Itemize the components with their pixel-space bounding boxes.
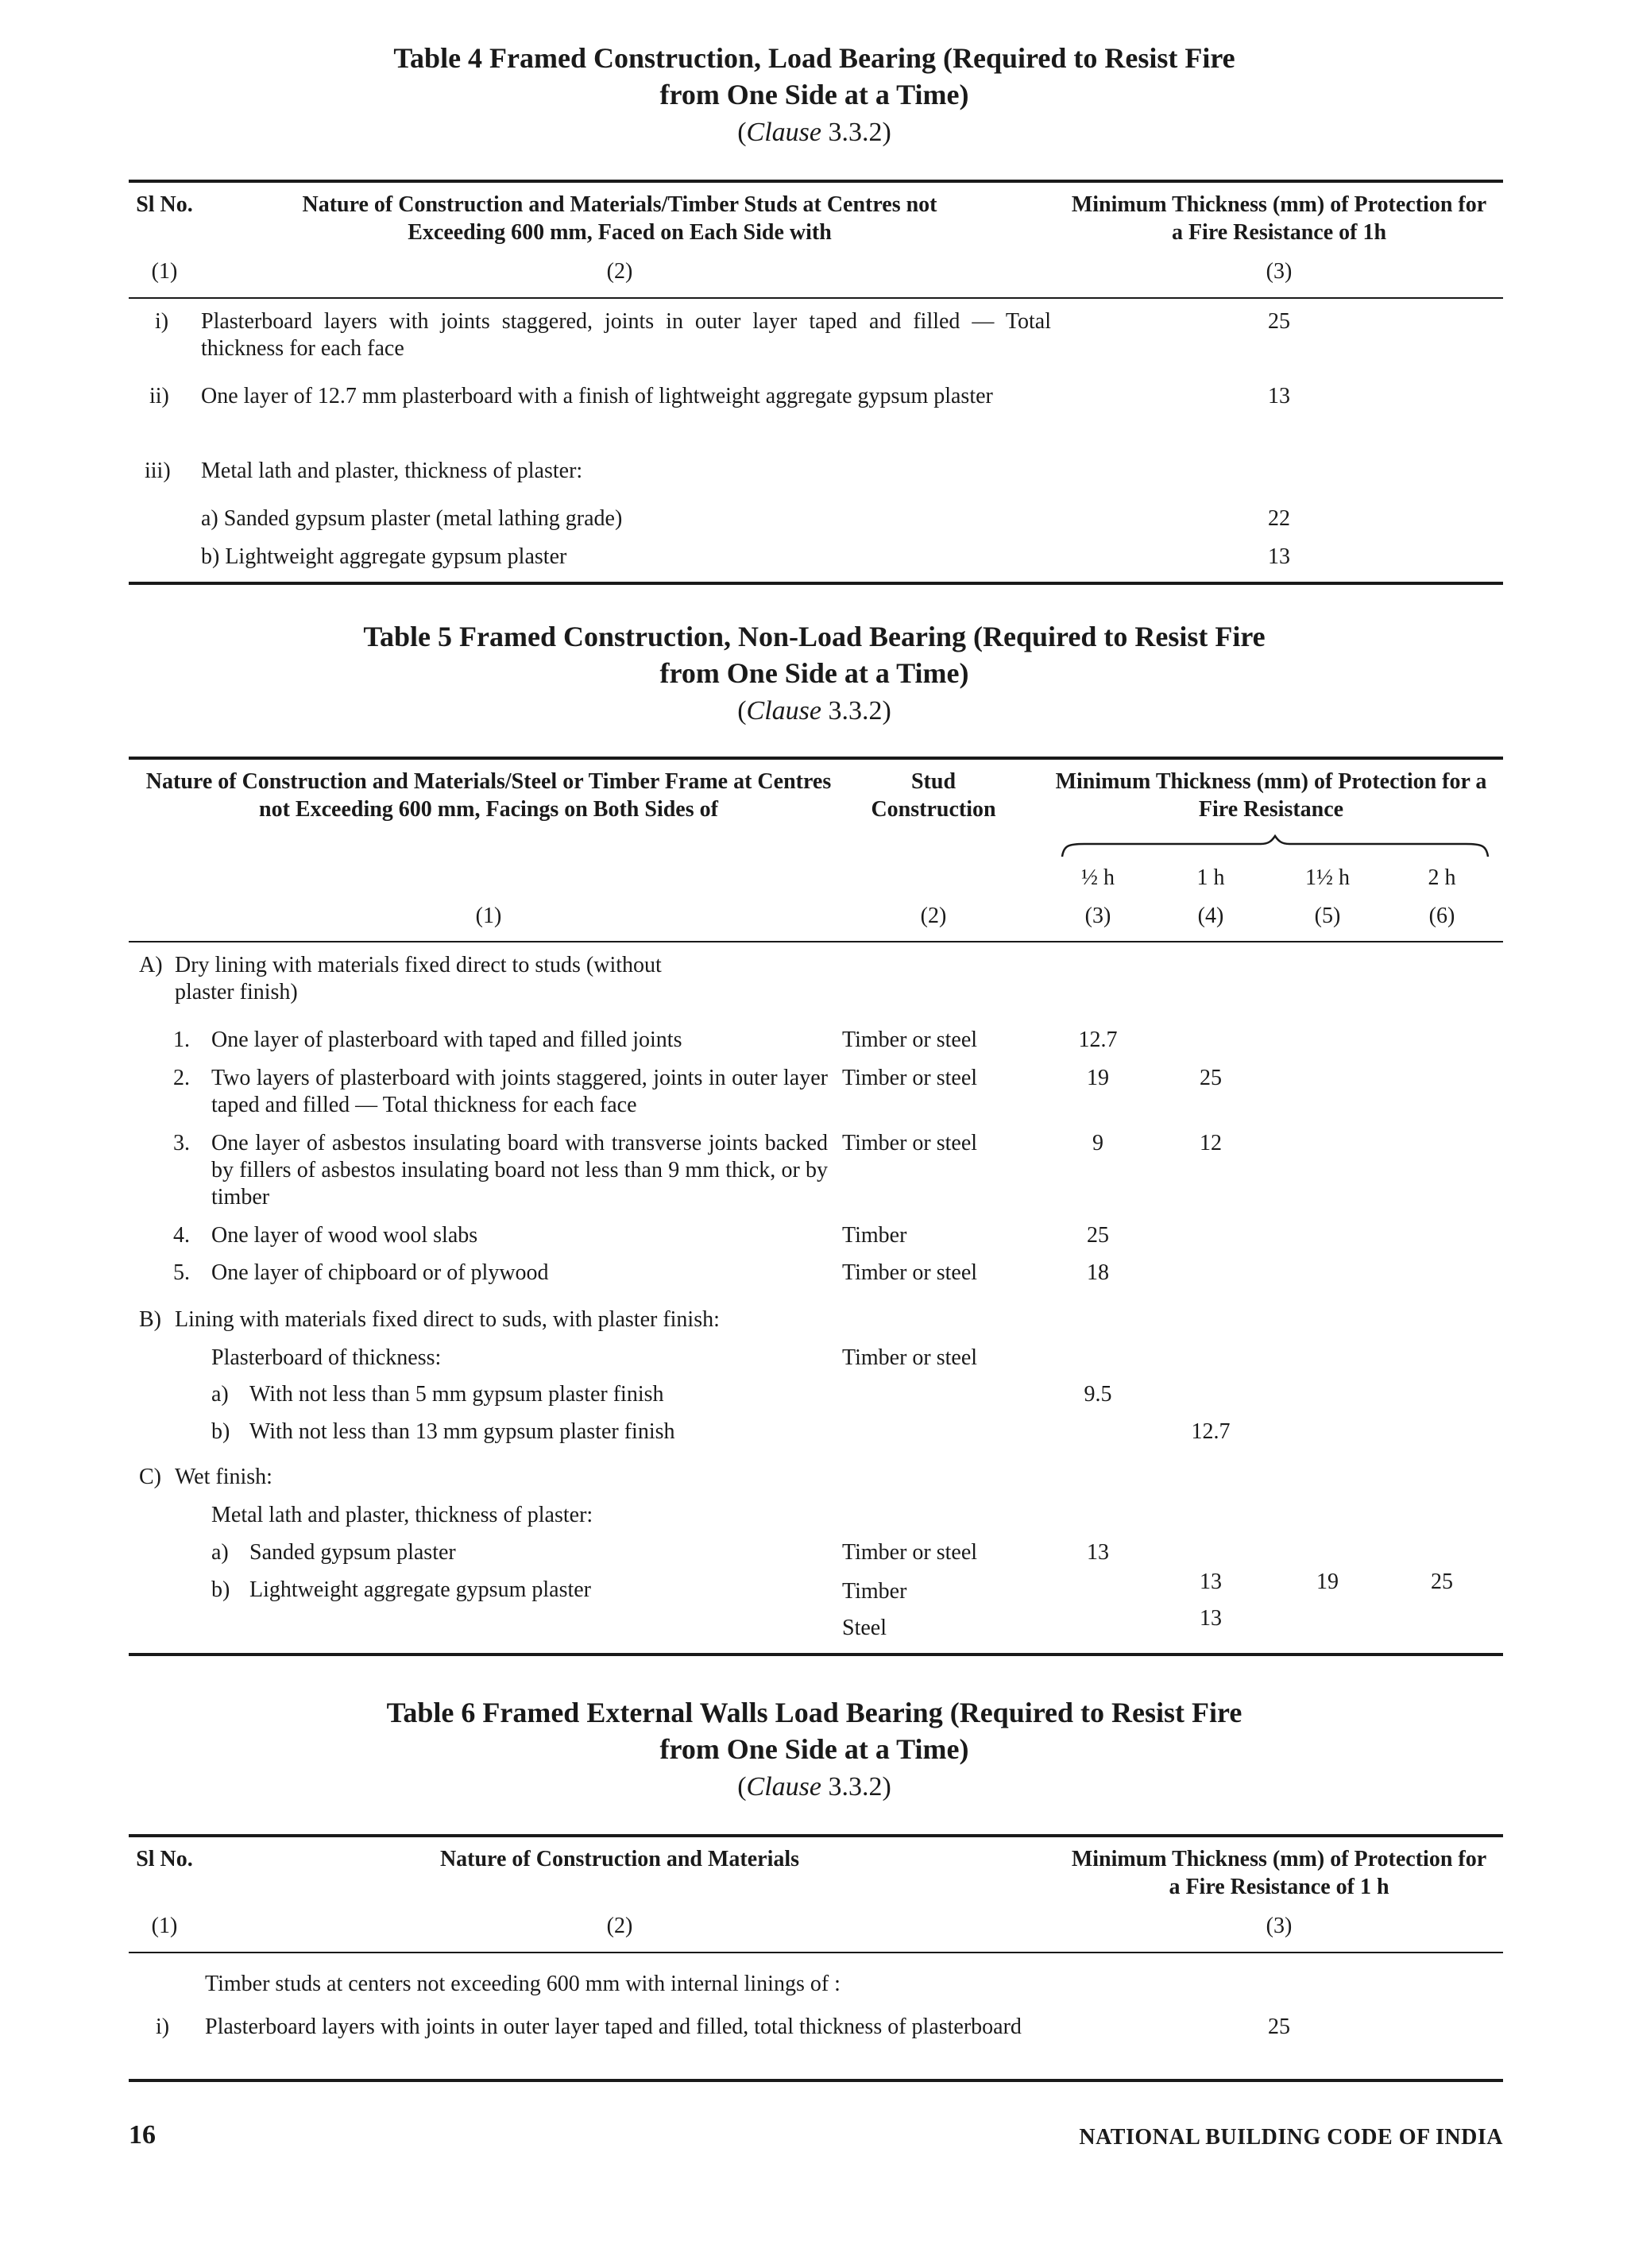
table6-col-number-2: (2): [606, 1914, 633, 1938]
table-row: 13: [1268, 544, 1290, 569]
table6-header-rule: [129, 1952, 1503, 1953]
table-row: b) Lightweight aggregate gypsum plaster: [201, 544, 567, 569]
table4-header-rule: [129, 297, 1503, 299]
table-row: 25: [1268, 309, 1290, 334]
table-row: Plasterboard layers with joints in outer layer taped and filled, total thickness of plasterboard: [205, 2014, 1022, 2039]
table6-header-min-thickness: Minimum Thickness (mm) of Protection for a Fire Resistance of 1 h: [1071, 1847, 1487, 1899]
table6-col-number-3: (3): [1266, 1914, 1293, 1938]
table6-col-number-1: (1): [151, 1914, 178, 1938]
table4-clause: (Clause 3.3.2): [737, 118, 891, 147]
list-item: a): [211, 1382, 229, 1407]
table5-clause: (Clause 3.3.2): [737, 696, 891, 726]
list-item: With not less than 5 mm gypsum plaster finish: [249, 1382, 664, 1407]
list-item: 18: [1087, 1260, 1109, 1285]
table5-header-rule: [129, 941, 1503, 942]
table-row: i): [155, 309, 169, 334]
list-item: One layer of asbestos insulating board with transverse joints backed by fillers of asbestos insulating board not less than 9 mm thick, or by timber: [211, 1131, 828, 1209]
table4-col-number-3: (3): [1266, 259, 1293, 284]
table5-col-number-5: (5): [1314, 904, 1341, 928]
table-row: iii): [145, 459, 171, 483]
list-item: One layer of chipboard or of plywood: [211, 1260, 549, 1285]
table5-group-b-subtext: Plasterboard of thickness:: [211, 1345, 442, 1370]
table4-header-sl-no: Sl No.: [136, 192, 193, 217]
table5-top-rule: [129, 757, 1503, 760]
table5-col-number-3: (3): [1084, 904, 1111, 928]
list-item: b): [211, 1419, 230, 1444]
table5-col-number-1: (1): [475, 904, 502, 928]
list-item: 2.: [173, 1066, 190, 1090]
table6-header-sl-no: Sl No.: [136, 1847, 193, 1871]
list-item: Timber or steel: [842, 1540, 978, 1565]
table5-group-c-label: C): [139, 1465, 161, 1489]
list-item: 9.5: [1084, 1382, 1112, 1407]
table5-group-c-text: Wet finish:: [175, 1465, 272, 1489]
table6-title-line2: from One Side at a Time): [659, 1733, 969, 1765]
list-item: Steel: [842, 1616, 887, 1640]
table5-col-number-6: (6): [1428, 904, 1455, 928]
table5-header-brace: [1061, 834, 1490, 858]
list-item: b): [211, 1577, 230, 1602]
table4-caption: [127, 40, 1501, 151]
list-item: Lightweight aggregate gypsum plaster: [249, 1577, 591, 1602]
table-row: 22: [1268, 506, 1290, 531]
table4-header-min-thickness: Minimum Thickness (mm) of Protection for a Fire Resistance of 1h: [1071, 192, 1487, 245]
table5-bottom-rule: [129, 1653, 1503, 1656]
table5-group-a-label: A): [139, 953, 163, 977]
table6-caption: [127, 1694, 1501, 1805]
table6-bottom-rule: [129, 2079, 1503, 2082]
list-item: One layer of plasterboard with taped and filled joints: [211, 1028, 682, 1052]
table4-header-nature: Nature of Construction and Materials/Timber Studs at Centres not Exceeding 600 mm, Faced on Each Side with: [302, 192, 937, 245]
table-row: 25: [1268, 2014, 1290, 2039]
table-row: a) Sanded gypsum plaster (metal lathing grade): [201, 506, 623, 531]
list-item: Timber: [842, 1579, 907, 1604]
table5-group-b-stud: Timber or steel: [842, 1345, 978, 1370]
list-item: Two layers of plasterboard with joints staggered, joints in outer layer taped and filled — Total thickness for each face: [211, 1066, 828, 1117]
table6-header-nature: Nature of Construction and Materials: [439, 1847, 800, 1871]
table5-subheader-half-hour: ½ h: [1081, 865, 1115, 890]
table5-col-number-2: (2): [920, 904, 947, 928]
table-row: ii): [149, 384, 169, 408]
table4-col-number-2: (2): [606, 259, 633, 284]
table6-title-line1: Table 6 Framed External Walls Load Bearing (Required to Resist Fire: [386, 1697, 1242, 1728]
table5-subheader-1-half-h: 1½ h: [1305, 865, 1350, 890]
list-item: Timber or steel: [842, 1131, 978, 1155]
table-row: Plasterboard layers with joints staggered, joints in outer layer taped and filled — Total thickness for each face: [201, 309, 1051, 361]
table5-subheader-2h: 2 h: [1428, 865, 1456, 890]
table5-header-stud: Stud Construction: [871, 769, 996, 822]
table6-top-rule: [129, 1834, 1503, 1837]
list-item: 13: [1200, 1606, 1222, 1631]
list-item: 25: [1200, 1066, 1222, 1090]
list-item: With not less than 13 mm gypsum plaster finish: [249, 1419, 675, 1444]
table4-title-line1: Table 4 Framed Construction, Load Bearing (Required to Resist Fire: [393, 42, 1235, 74]
table5-group-b-text: Lining with materials fixed direct to suds, with plaster finish:: [175, 1307, 720, 1332]
list-item: a): [211, 1540, 229, 1565]
list-item: 3.: [173, 1131, 190, 1155]
table5-group-c-subtext: Metal lath and plaster, thickness of plaster:: [211, 1503, 593, 1527]
table6-intro: Timber studs at centers not exceeding 600 mm with internal linings of :: [205, 1972, 841, 1996]
table-row: One layer of 12.7 mm plasterboard with a finish of lightweight aggregate gypsum plaster: [201, 384, 993, 408]
list-item: 25: [1431, 1569, 1453, 1594]
list-item: 19: [1316, 1569, 1339, 1594]
list-item: One layer of wood wool slabs: [211, 1223, 478, 1248]
table4-col-number-1: (1): [151, 259, 178, 284]
list-item: 13: [1200, 1569, 1222, 1594]
table5-col-number-4: (4): [1197, 904, 1224, 928]
list-item: 25: [1087, 1223, 1109, 1248]
table4-top-rule: [129, 180, 1503, 183]
list-item: Timber: [842, 1223, 907, 1248]
list-item: Sanded gypsum plaster: [249, 1540, 456, 1565]
list-item: 9: [1092, 1131, 1103, 1155]
list-item: 19: [1087, 1066, 1109, 1090]
publication-title: NATIONAL BUILDING CODE OF INDIA: [1079, 2125, 1503, 2150]
list-item: 13: [1087, 1540, 1109, 1565]
table4-title-line2: from One Side at a Time): [659, 79, 969, 110]
list-item: 5.: [173, 1260, 190, 1285]
table-row: Metal lath and plaster, thickness of plaster:: [201, 459, 583, 483]
table5-header-nature: Nature of Construction and Materials/Steel or Timber Frame at Centres not Exceeding 600 mm, Facings on Both Sides of: [145, 769, 832, 822]
table-row: 13: [1268, 384, 1290, 408]
list-item: 1.: [173, 1028, 190, 1052]
list-item: Timber or steel: [842, 1028, 978, 1052]
list-item: 12.7: [1191, 1419, 1231, 1444]
list-item: Timber or steel: [842, 1066, 978, 1090]
table4-bottom-rule: [129, 582, 1503, 585]
table5-group-b-label: B): [139, 1307, 161, 1332]
table6-clause: (Clause 3.3.2): [737, 1772, 891, 1802]
table5-subheader-1h: 1 h: [1196, 865, 1225, 890]
table5-title-line1: Table 5 Framed Construction, Non-Load Bearing (Required to Resist Fire: [363, 621, 1266, 652]
list-item: 12: [1200, 1131, 1222, 1155]
table5-group-a-text: Dry lining with materials fixed direct to studs (without plaster finish): [175, 953, 662, 1004]
table5-header-min-thickness: Minimum Thickness (mm) of Protection for a Fire Resistance: [1055, 769, 1487, 822]
table-row: i): [156, 2014, 170, 2039]
table5-caption: [127, 618, 1501, 730]
page-number: 16: [129, 2120, 156, 2150]
list-item: 12.7: [1078, 1028, 1118, 1052]
list-item: Timber or steel: [842, 1260, 978, 1285]
table5-title-line2: from One Side at a Time): [659, 657, 969, 689]
list-item: 4.: [173, 1223, 190, 1248]
